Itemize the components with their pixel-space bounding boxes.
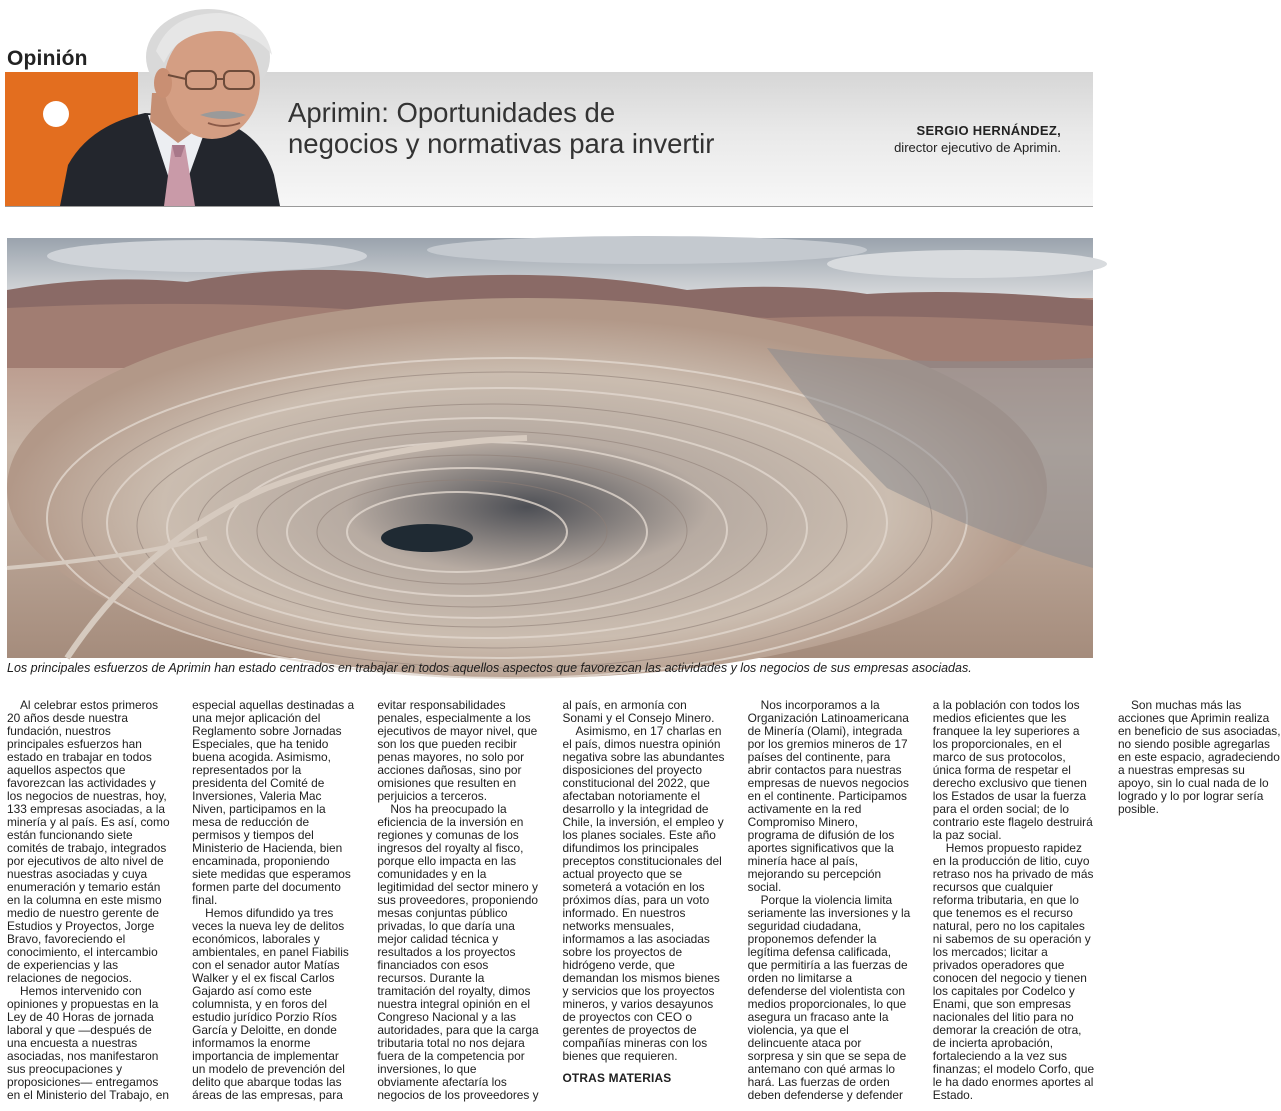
author-portrait [60, 5, 280, 206]
photo-caption: Los principales esfuerzos de Aprimin han estado centrados en trabajar en todos aquellos aspectos que favorezcan las actividades y los negocios de sus empresas asociadas. [7, 661, 972, 675]
paragraph: Son muchas más las acciones que Aprimin realiza en beneficio de sus asociadas, no siendo posible agregarlas en este espacio, agradeciendo a nuestras empresas su apoyo, sin lo cual nada de lo logrado y lo por lograr sería posible. [1117, 698, 1281, 816]
subheading: OTRAS MATERIAS [562, 1071, 672, 1085]
headline-line-2: negocios y normativas para invertir [288, 128, 715, 159]
paragraph: Hemos difundido ya tres veces la nueva ley de delitos económicos, laborales y ambientales, en panel Fiabilis con el senador autor Matías Walker y el ex fiscal Carlos Gajardo así como este columnista, y en foros del estudio jurídico Porzio Ríos García y Deloitte, en donde informamos la enorme importancia de implementar un modelo de prevención del delito que abarque todas las áreas de las empresas, para evitar responsabilidades penales, especialmente a los ejecutivos de mayor nivel, que son los que pueden recibir penas mayores, no solo por acciones dañosas, sino por omisiones que resulten en perjuicios a terceros. [192, 698, 538, 1102]
section-label: Opinión [7, 47, 88, 70]
paragraph: Nos ha preocupado la eficiencia de la inversión en regiones y comunas de los ingresos del royalty al fisco, porque ello impacta en las comunidades y en la legitimidad del sector minero y sus proveedores, proponiendo mesas conjuntas público privadas, lo que daría una mejor calidad técnica y resultados a los proyectos financiados con esos recursos. Durante la tramitación del royalty, dimos nuestra integral opinión en el Congreso Nacional y a las autoridades, para que la carga tributaria total no nos dejara fuera de la competencia por inversiones, lo que obviamente afectaría los negocios de los proveedores y al país, en armonía con Sonami y el Consejo Minero. [377, 698, 715, 1102]
author-name: SERGIO HERNÁNDEZ, [916, 123, 1061, 138]
paragraph: Hemos propuesto rapidez en la producción de litio, cuyo retraso nos ha privado de más recursos que cualquier reforma tributaria, en que lo que tenemos es el recurso natural, pero no los capitales ni sabemos de su operación y los mercados; licitar a privados operadores que conocen del negocio y tienen los capitales por Codelco y Enami, que son empresas nacionales del litio para no demorar la creación de otra, de incierta aprobación, fortaleciendo a la vez sus finanzas; el modelo Corfo, que le ha dado enormes aportes al Estado. [932, 841, 1095, 1102]
article-body [7, 698, 1281, 1104]
paragraph: Nos incorporamos a la Organización Latinoamericana de Minería (Olami), integrada por los gremios mineros de 17 países del continente, para abrir contactos para nuestras empresas de nuevos negocios en el continente. Participamos activamente en la red Compromiso Minero, programa de difusión de los aportes significativos que la minería hace al país, mejorando su percepción social. [747, 698, 909, 894]
article-header [0, 0, 1100, 210]
mine-photo [7, 238, 1093, 658]
author-byline [894, 122, 1061, 156]
paragraph: Asimismo, en 17 charlas en el país, dimos nuestra opinión negativa sobre las abundantes disposiciones del proyecto constitucional del 2022, que afectaban notoriamente el desarrollo y la integridad de Chile, la inversión, el empleo y los planes sociales. Este año difundimos los principales preceptos constitucionales del actual proyecto que se someterá a votación en los próximos días, para un voto informado. En nuestros networks mensuales, informamos a las asociadas sobre los proyectos de hidrógeno verde, que demandan los mismos bienes y servicios que los proyectos mineros, y varios desayunos de proyectos con CEO o gerentes de proyectos de compañías mineras con los bienes que requieren. [562, 724, 725, 1063]
paragraph: Porque la violencia limita seriamente las inversiones y la seguridad ciudadana, proponemos defender la legítima defensa calificada, que permitiría a las fuerzas de orden no limitarse a defenderse del violentista con medios proporcionales, lo que asegura un fracaso ante la violencia, ya que el delincuente ataca por sorpresa y sin que se sepa de antemano con qué armas lo hará. Las fuerzas de orden deben defenderse y defender a la población con todos los medios eficientes que les franquee la ley superiores a los proporcionales, en el marco de sus protocolos, única forma de respetar el derecho exclusivo que tienen los Estados de usar la fuerza para el orden social; de lo contrario este flagelo destruirá la paz social. [747, 698, 1093, 1102]
photo-credit [0, 612, 7, 658]
paragraph: Hemos intervenido con opiniones y propuestas en la Ley de 40 Horas de jornada laboral y que —después de una encuesta a nuestras asociadas, nos manifestaron sus preocupaciones y proposiciones— entregamos en el Ministerio del Trabajo, en especial aquellas destinadas a una mejor aplicación del Reglamento sobre Jornadas Especiales, que ha tenido buena acogida. Asimismo, representados por la presidenta del Comité de Inversiones, Valeria Mac Niven, participamos en la mesa de reducción de permisos y tiempos del Ministerio de Hacienda, bien encaminada, proponiendo siete medidas que esperamos formen parte del documento final. [7, 698, 355, 1102]
author-role: director ejecutivo de Aprimin. [894, 140, 1061, 155]
paragraph: Al celebrar estos primeros 20 años desde nuestra fundación, nuestros principales esfuerzos han estado en trabajar en todos aquellos aspectos que favorezcan las actividades y los negocios de nuestras, hoy, 133 empresas asociadas, a la minería y al país. Es así, como están funcionando siete comités de trabajo, integrados por ejecutivos de alto nivel de nuestras asociadas y cuya enumeración y temario están en la columna en este mismo medio de nuestro gerente de Estudios y Proyectos, Jorge Bravo, favoreciendo el conocimiento, el intercambio de experiencias y las relaciones de negocios. [7, 698, 170, 985]
headline [288, 97, 848, 159]
headline-line-1: Aprimin: Oportunidades de [288, 97, 616, 128]
